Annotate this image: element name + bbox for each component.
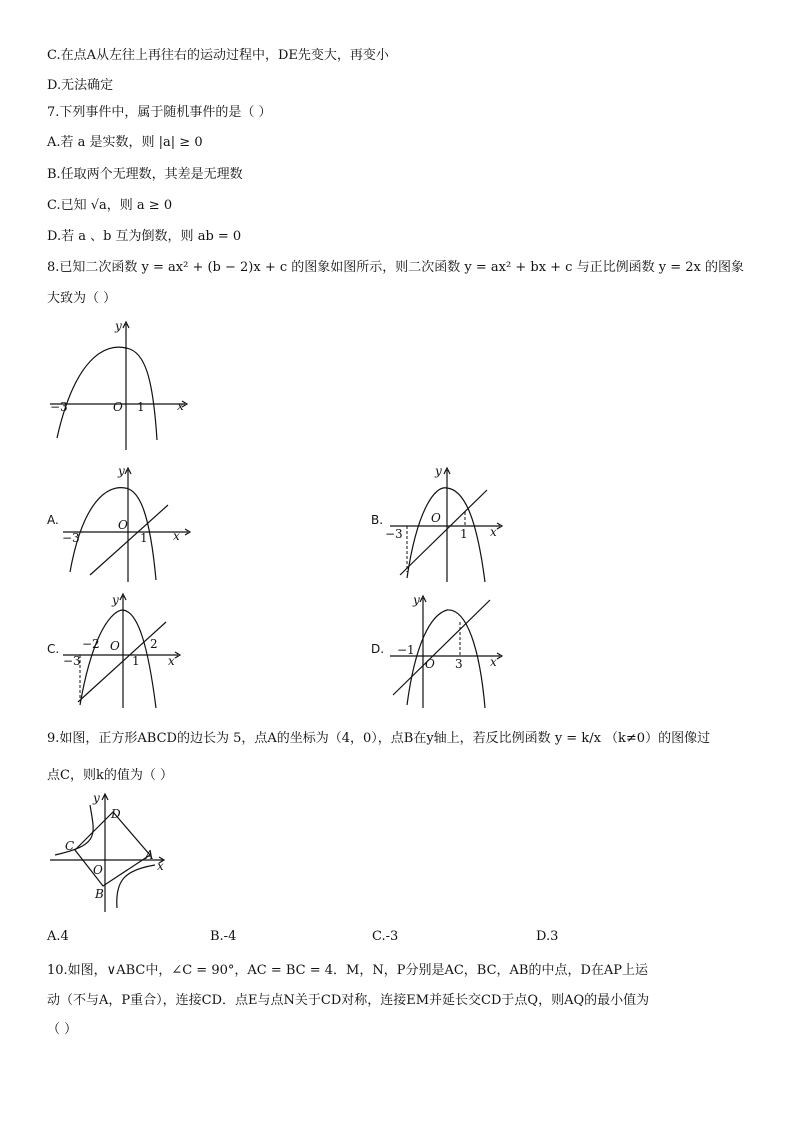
q8-option-c-graph [58, 590, 188, 710]
svg-text:A: A [145, 848, 154, 862]
svg-text:1: 1 [132, 654, 140, 668]
q8-option-b-label: B. [371, 513, 384, 527]
svg-text:D: D [111, 807, 121, 821]
svg-text:1: 1 [460, 527, 468, 541]
svg-text:−3: −3 [62, 531, 80, 545]
svg-text:x: x [490, 655, 497, 669]
svg-text:C: C [65, 839, 75, 853]
q7-option-c: C.已知 √a，则 a ≥ 0 [47, 198, 173, 213]
svg-text:O: O [110, 639, 120, 653]
svg-text:O: O [425, 657, 435, 671]
svg-text:x: x [157, 859, 164, 873]
svg-text:−2: −2 [82, 637, 100, 651]
q8-option-b-graph [385, 460, 510, 585]
question-7: 7.下列事件中，属于随机事件的是（ ） [47, 105, 272, 120]
question-10-cont: 动（不与A，P重合），连接CD．点E与点N关于CD对称，连接EM并延长交CD于点Q，则AQ的最小值为 [47, 993, 650, 1008]
question-9: 9.如图，正方形ABCD的边长为 5，点A的坐标为（4，0），点B在y轴上，若反比例函数 y = k/x （k≠0）的图像过 [47, 731, 711, 746]
q9-figure [45, 790, 170, 915]
svg-text:x: x [168, 654, 175, 668]
q7-option-d: D.若 a 、b 互为倒数，则 ab = 0 [47, 229, 242, 244]
q8-option-d-label: D. [371, 642, 385, 656]
question-10: 10.如图，∨ABC中，∠C = 90°，AC = BC = 4．M，N，P分别是AC，BC，AB的中点，D在AP上运 [47, 963, 649, 978]
svg-text:−3: −3 [63, 654, 81, 668]
svg-text:O: O [118, 518, 128, 532]
main-minus3: −3 [50, 400, 68, 414]
q9-option-d: D.3 [536, 929, 559, 944]
svg-text:2: 2 [150, 637, 158, 651]
svg-text:y: y [435, 464, 442, 478]
q8-option-c-label: C. [47, 642, 60, 656]
svg-text:y: y [93, 791, 100, 805]
question-8-cont: 大致为（ ） [47, 291, 117, 306]
svg-text:1: 1 [140, 531, 148, 545]
main-y-label: y [115, 319, 122, 333]
svg-text:O: O [93, 863, 103, 877]
question-9-cont: 点C，则k的值为（ ） [47, 768, 173, 783]
svg-text:x: x [173, 529, 180, 543]
main-one: 1 [137, 400, 145, 414]
main-origin: O [113, 400, 123, 414]
svg-text:O: O [431, 511, 441, 525]
svg-text:B: B [95, 887, 104, 901]
q8-option-a-label: A. [47, 513, 59, 527]
option-d-q6: D.无法确定 [47, 78, 114, 93]
svg-text:x: x [490, 525, 497, 539]
question-8: 8.已知二次函数 y = ax² + (b − 2)x + c 的图象如图所示，则二次函数 y = ax² + bx + c 与正比例函数 y = 2x 的图象 [47, 260, 744, 275]
q8-main-graph [45, 318, 195, 453]
q8-option-d-graph [385, 590, 510, 710]
q9-option-a: A.4 [47, 929, 69, 944]
svg-text:3: 3 [455, 657, 463, 671]
svg-text:−3: −3 [385, 527, 403, 541]
q7-option-a: A.若 a 是实数，则 |a| ≥ 0 [47, 135, 203, 150]
q9-option-b: B.-4 [210, 929, 237, 944]
svg-text:y: y [118, 464, 125, 478]
option-c-q6: C.在点A从左往上再往右的运动过程中，DE先变大，再变小 [47, 48, 389, 63]
q9-option-c: C.-3 [372, 929, 399, 944]
svg-text:y: y [413, 593, 420, 607]
main-x-label: x [177, 399, 184, 413]
svg-text:y: y [112, 593, 119, 607]
q7-option-b: B.任取两个无理数，其差是无理数 [47, 167, 243, 182]
q8-option-a-graph [58, 460, 193, 585]
svg-text:−1: −1 [397, 643, 415, 657]
question-10-options: （ ） [47, 1022, 78, 1037]
